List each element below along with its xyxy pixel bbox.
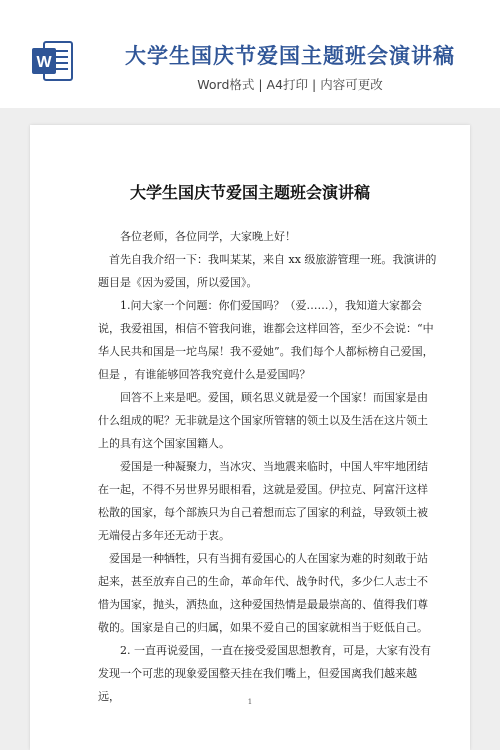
document-title: 大学生国庆节爱国主题班会演讲稿: [129, 183, 370, 202]
page-number: 1: [247, 698, 253, 706]
paragraph-sacrifice: 爱国是一种牺牲，只有当拥有爱国心的人在国家为难的时刻敢于站起来，甚至放弃自己的生命，革命年代、战争时代，多少仁人志士不惜为国家，抛头，洒热血，这种爱国热情是最最崇高的、值得我们尊敬的。国家是自己的归属，如果不爱自己的国家就相当于贬低自己。: [98, 552, 428, 634]
paragraph-definition: 回答不上来是吧。爱国，顾名思义就是爱一个国家！而国家是由什么组成的呢？无非就是这个国家所管辖的领土以及生活在这片领土上的具有这个国家国籍人。: [98, 391, 428, 450]
paragraph-education: 2. 一直再说爱国，一直在接受爱国思想教育，可是，大家有没有发现一个可悲的现象爱国整天挂在我们嘴上，但爱国离我们越来越远，: [98, 644, 431, 703]
document-page[interactable]: [30, 125, 470, 750]
paragraph-intro: 首先自我介绍一下：我叫某某，来自 xx 级旅游管理一班。我演讲的题目是《因为爱国，所以爱国》。: [98, 253, 437, 289]
header: [0, 0, 500, 108]
page-subtitle: Word格式 | A4打印 | 内容可更改: [197, 77, 383, 92]
page-title: 大学生国庆节爱国主题班会演讲稿: [125, 44, 455, 68]
paragraph-greeting: 各位老师，各位同学，大家晚上好！: [120, 230, 296, 243]
svg-text:W: W: [36, 54, 52, 71]
paragraph-question: 1.问大家一个问题：你们爱国吗？（爱……），我知道大家都会说，我爱祖国，相信不管我问谁，谁都会这样回答，至少不会说：“中华人民共和国是一坨鸟屎！我不爱她”。我们每个人都标榜自己爱国，但是 ，有谁能够回答我究竟什么是爱国吗？: [98, 299, 434, 381]
paragraph-cohesion: 爱国是一种凝聚力，当冰灾、当地震来临时，中国人牢牢地团结在一起，不得不另世界另眼相看，这就是爱国。伊拉克、阿富汗这样松散的国家，每个部族只为自己着想而忘了国家的利益，导致领土被无端侵占多年还无动于衷。: [98, 460, 428, 542]
document-body: [98, 225, 438, 708]
word-doc-icon: [30, 38, 76, 84]
